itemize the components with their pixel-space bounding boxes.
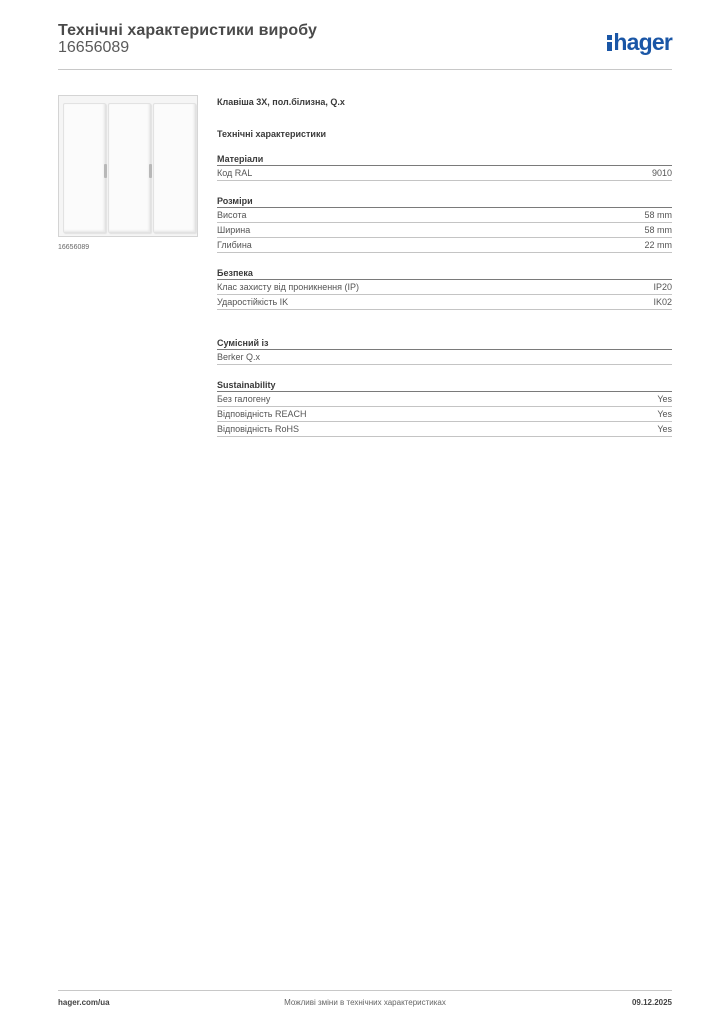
- spec-row: [217, 166, 672, 181]
- logo-text: hager: [613, 29, 672, 55]
- spec-label: Berker Q.x: [217, 352, 261, 362]
- spec-value: 58 mm: [644, 210, 672, 220]
- spec-group: [217, 267, 672, 310]
- spec-label: Висота: [217, 210, 247, 220]
- spec-group-title: Sustainability: [217, 379, 672, 392]
- rocker-notch: [149, 164, 152, 178]
- spec-label: Ширина: [217, 225, 251, 235]
- spec-group-title: Безпека: [217, 267, 672, 280]
- spec-section: [217, 96, 672, 437]
- footer-date: 09.12.2025: [631, 998, 672, 1007]
- spec-value: Yes: [657, 424, 672, 434]
- image-caption: 16656089: [58, 244, 90, 251]
- product-image: [58, 95, 198, 237]
- spec-value: 22 mm: [644, 240, 672, 250]
- page-header: [58, 20, 672, 70]
- spec-value: 58 mm: [644, 225, 672, 235]
- rocker-middle: [108, 103, 151, 233]
- spec-row: [217, 295, 672, 310]
- spec-group: [217, 337, 672, 365]
- rocker-notch: [104, 164, 107, 178]
- document-title: Технічні характеристики виробу: [58, 22, 317, 39]
- spec-group-title: Розміри: [217, 195, 672, 208]
- page-footer: [58, 990, 672, 1015]
- article-number: 16656089: [58, 39, 130, 56]
- spec-label: Глибина: [217, 240, 252, 250]
- spec-label: Код RAL: [217, 168, 253, 178]
- spec-label: Відповідність REACH: [217, 409, 307, 419]
- spec-group: [217, 379, 672, 437]
- spec-row: [217, 280, 672, 295]
- spec-group: [217, 195, 672, 253]
- spec-row: [217, 407, 672, 422]
- spec-row: [217, 392, 672, 407]
- spec-value: IP20: [653, 282, 672, 292]
- spec-value: 9010: [651, 168, 672, 178]
- spec-value: Yes: [657, 409, 672, 419]
- spec-value: Yes: [657, 394, 672, 404]
- spec-row: [217, 350, 672, 365]
- spec-heading: Технічні характеристики: [217, 129, 326, 139]
- footer-website: hager.com/ua: [58, 998, 110, 1007]
- spec-group-title: Матеріали: [217, 153, 672, 166]
- spec-group: [217, 153, 672, 181]
- spec-row: [217, 238, 672, 253]
- spec-group-title: Сумісний із: [217, 337, 672, 350]
- spec-row: [217, 208, 672, 223]
- logo-mark-icon: [607, 35, 612, 51]
- rocker-right: [153, 103, 196, 233]
- spec-label: Відповідність RoHS: [217, 424, 299, 434]
- spec-value: IK02: [653, 297, 672, 307]
- spec-row: [217, 223, 672, 238]
- spec-label: Клас захисту від проникнення (IP): [217, 282, 360, 292]
- spec-label: Без галогену: [217, 394, 271, 404]
- hager-logo: [607, 30, 672, 54]
- spec-groups: [217, 153, 672, 437]
- spec-label: Ударостійкість IK: [217, 297, 289, 307]
- rocker-left: [63, 103, 106, 233]
- spec-row: [217, 422, 672, 437]
- footer-disclaimer: Можливі зміни в технічних характеристиках: [284, 998, 446, 1007]
- product-name: Клавіша 3X, пол.білизна, Q.x: [217, 97, 345, 107]
